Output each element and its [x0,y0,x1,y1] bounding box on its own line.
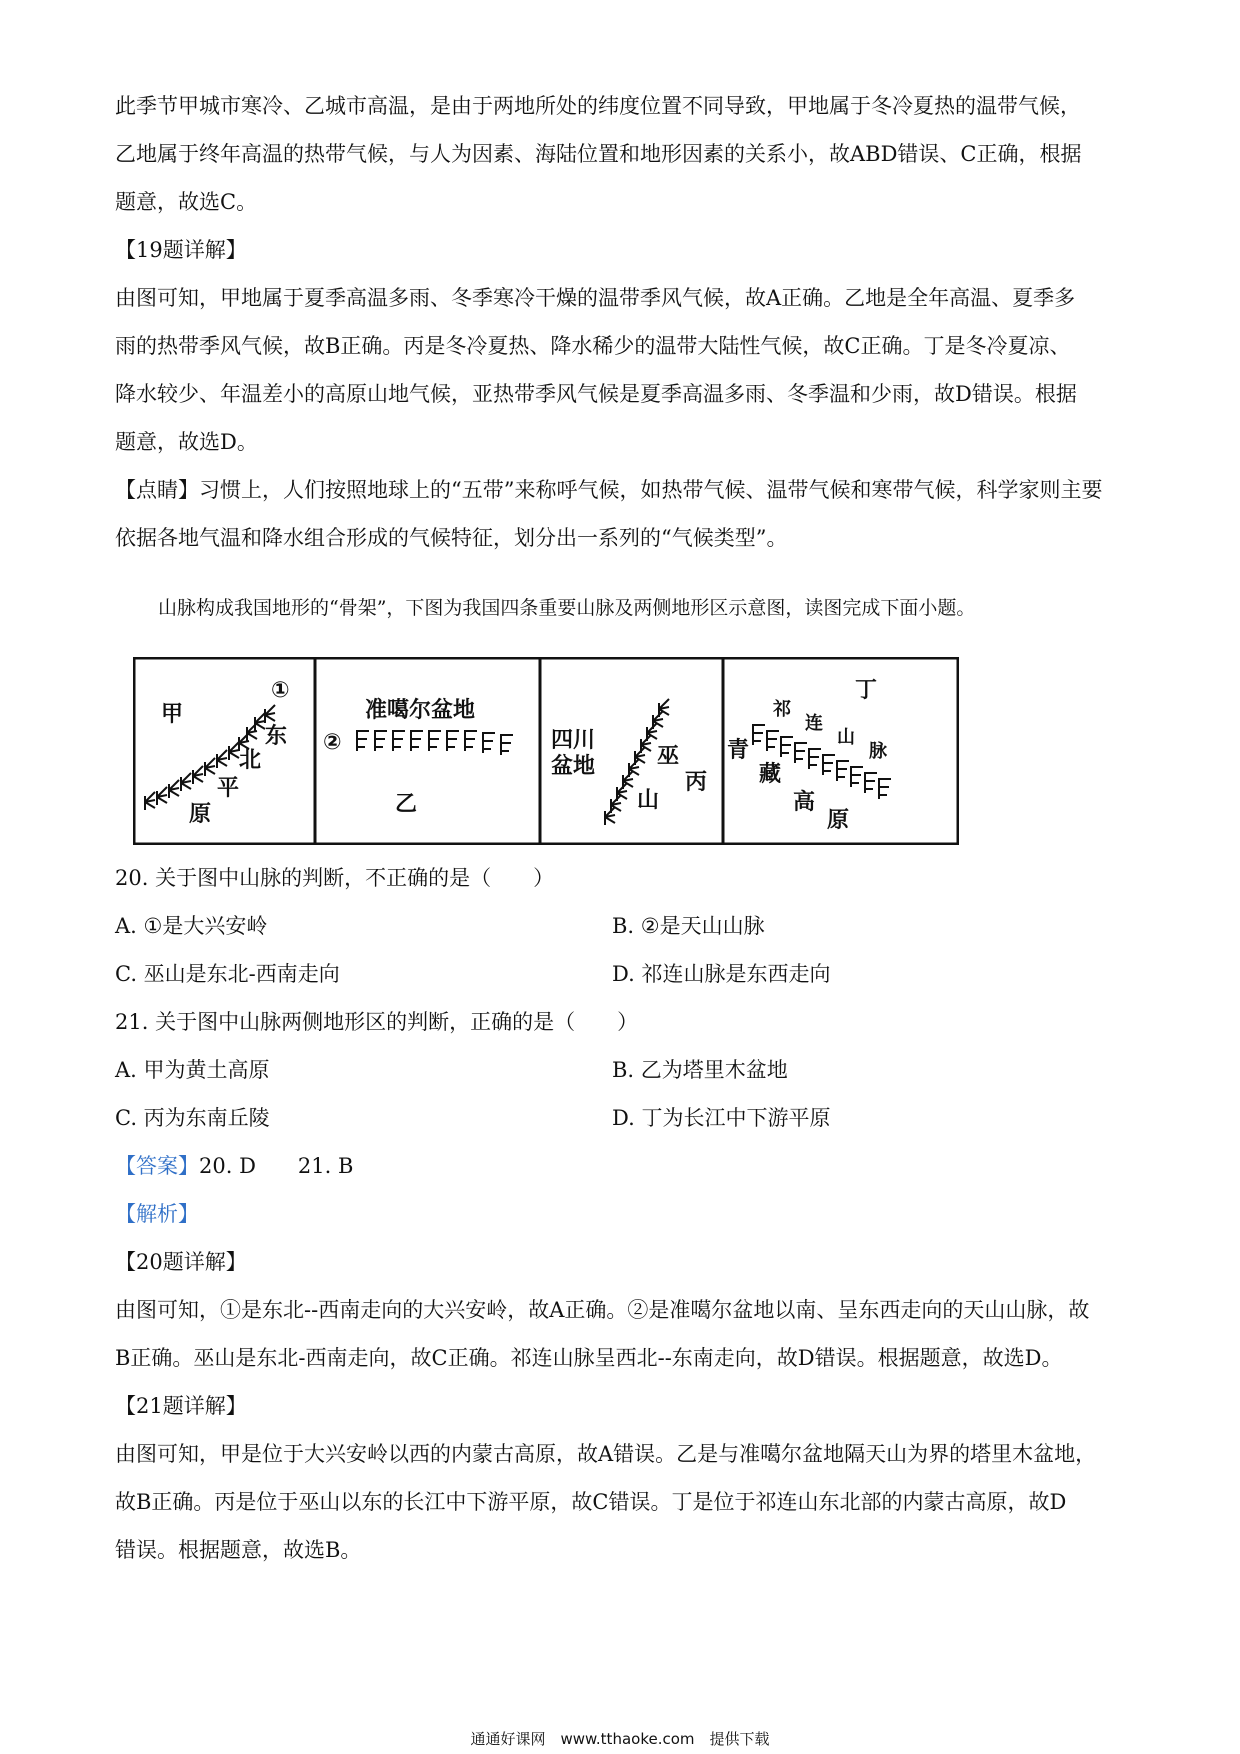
range-marker-1: ① [271,678,290,703]
text-line: 题意，故选D。 [115,430,258,454]
section-heading-20: 【20题详解】 [115,1250,247,1274]
question-intro: 山脉构成我国地形的“骨架”，下图为我国四条重要山脉及两侧地形区示意图，读图完成下面小题。 [158,597,976,619]
question-21-option-b[interactable]: B. 乙为塔里木盆地 [612,1058,788,1082]
range-label-shan: 山 [837,727,855,748]
text-line: 此季节甲城市寒冷、乙城市高温，是由于两地所处的纬度位置不同导致，甲地属于冬冷夏热的温带气候， [115,94,1081,118]
section-heading-19: 【19题详解】 [115,238,247,262]
basin-label-sichuan: 四川 [551,728,596,753]
tip-line: 【点睛】习惯上，人们按照地球上的“五带”来称呼气候，如热带气候、温带气候和寒带气候，科学家则主要 [115,478,1103,502]
text-line: 降水较少、年温差小的高原山地气候，亚热带季风气候是夏季高温多雨、冬季温和少雨，故D错误。根据 [115,382,1077,406]
text-line: 由图可知，①是东北--西南走向的大兴安岭，故A正确。②是准噶尔盆地以南、呈东西走向的天山山脉，故 [115,1298,1090,1322]
plain-label: 北 [239,748,262,773]
page-footer: 通通好课网 www.tthaoke.com 提供下载 [470,1730,770,1748]
text-line: 故B正确。丙是位于巫山以东的长江中下游平原，故C错误。丁是位于祁连山东北部的内蒙古高原，故D [115,1490,1067,1514]
region-label-jia: 甲 [161,702,184,727]
text-line: 题意，故选C。 [115,190,258,214]
range-label-qi: 祁 [773,699,791,720]
range-label-lian: 连 [805,713,823,734]
text-line: 由图可知，甲地属于夏季高温多雨、冬季寒冷干燥的温带季风气候，故A正确。乙地是全年高温、夏季多 [115,286,1076,310]
question-20-option-a[interactable]: A. ①是大兴安岭 [115,914,268,938]
text-line: 由图可知，甲是位于大兴安岭以西的内蒙古高原，故A错误。乙是与准噶尔盆地隔天山为界的塔里木盆地， [115,1442,1097,1466]
plateau-label: 藏 [759,762,782,787]
range-label-shan: 山 [637,788,660,813]
answer-text: 20. D 21. B [199,1154,354,1178]
text-line: B正确。巫山是东北-西南走向，故C正确。祁连山脉呈西北--东南走向，故D错误。根据题意，故选D。 [115,1346,1063,1370]
section-heading-21: 【21题详解】 [115,1394,247,1418]
region-label-bing: 丙 [685,770,708,795]
question-20-option-c[interactable]: C. 巫山是东北-西南走向 [115,962,340,986]
plateau-label: 青 [727,738,750,763]
question-21-option-a[interactable]: A. 甲为黄土高原 [115,1058,270,1082]
question-20-option-d[interactable]: D. 祁连山脉是东西走向 [612,962,831,986]
tip-line: 依据各地气温和降水组合形成的气候特征，划分出一系列的“气候类型”。 [115,526,788,550]
question-21-stem: 21. 关于图中山脉两侧地形区的判断，正确的是（ ） [115,1010,639,1034]
question-20-option-b[interactable]: B. ②是天山山脉 [612,914,765,938]
question-21-option-d[interactable]: D. 丁为长江中下游平原 [612,1106,831,1130]
basin-label-junggar: 准噶尔盆地 [365,698,476,723]
mountain-range-diagram [133,657,959,845]
plateau-label: 原 [827,808,850,833]
question-21-option-c[interactable]: C. 丙为东南丘陵 [115,1106,270,1130]
plain-label: 原 [189,802,212,827]
range-label-mai: 脉 [869,741,887,762]
region-label-ding: 丁 [855,678,878,703]
basin-label-sichuan: 盆地 [551,754,596,779]
text-line: 乙地属于终年高温的热带气候，与人为因素、海陆位置和地形因素的关系小，故ABD错误、C正确，根据 [115,142,1082,166]
range-marker-2: ② [323,730,342,755]
answer-label: 【答案】 [115,1154,199,1178]
analysis-label: 【解析】 [115,1202,199,1226]
answer-line [115,1142,1135,1190]
text-line: 雨的热带季风气候，故B正确。丙是冬冷夏热、降水稀少的温带大陆性气候，故C正确。丁是冬冷夏凉、 [115,334,1071,358]
plain-label: 平 [217,776,240,801]
text-line: 错误。根据题意，故选B。 [115,1538,362,1562]
range-label-wu: 巫 [657,744,680,769]
plateau-label: 高 [793,790,816,815]
question-20-stem: 20. 关于图中山脉的判断，不正确的是（ ） [115,866,555,890]
region-label-yi: 乙 [395,792,418,817]
plain-label: 东 [265,724,288,749]
